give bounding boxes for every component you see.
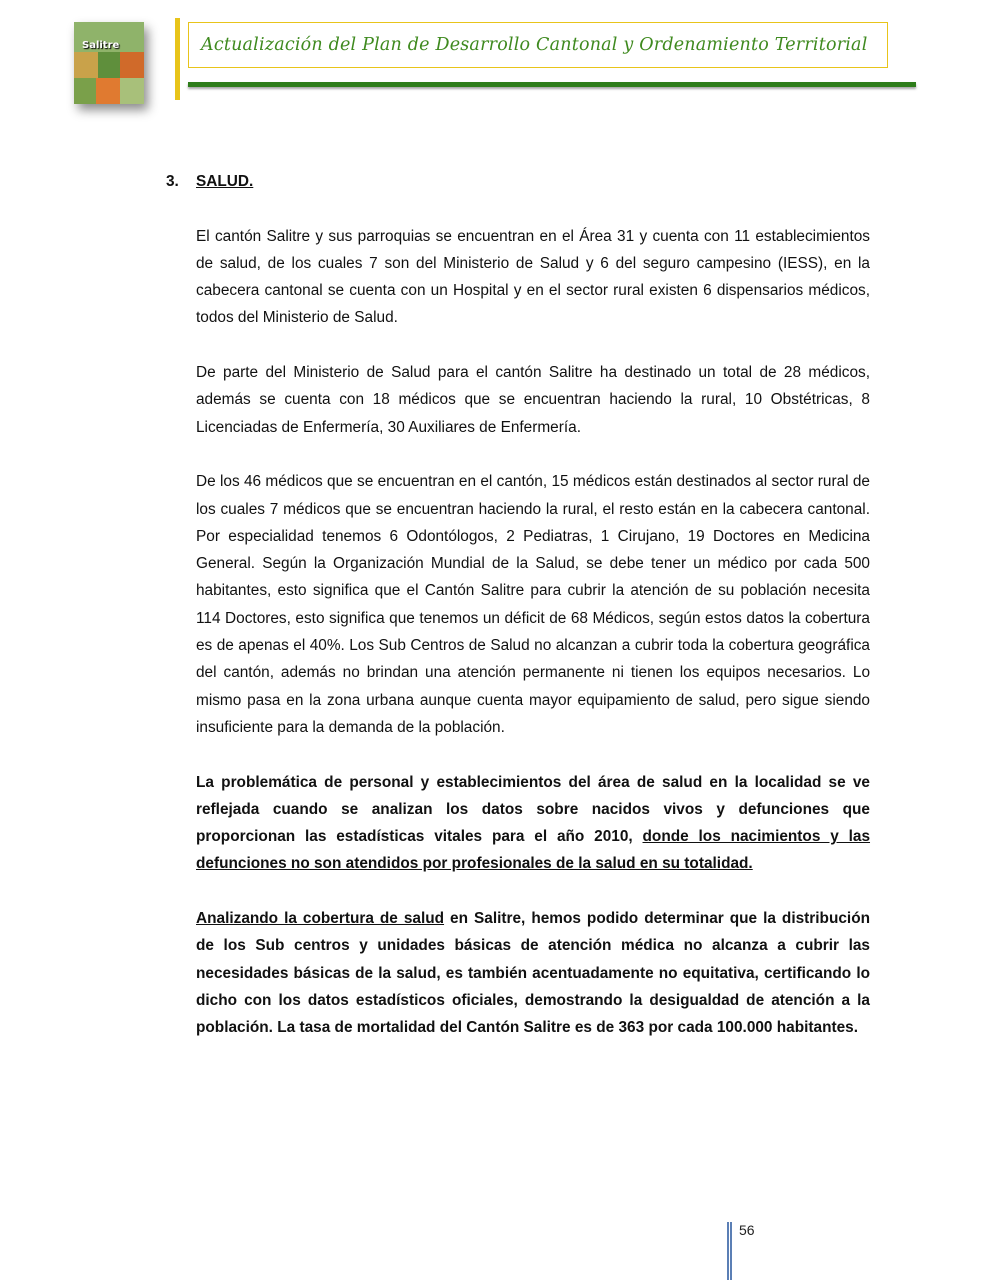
paragraph-2: De parte del Ministerio de Salud para el cantón Salitre ha destinado un total de 28 médicos, además se cuenta con 18 médicos que se encuentran haciendo la rural, 10 Obstétricas, 8 Licenciadas de Enfermería, 30 Auxiliares de Enfermería. xyxy=(196,364,870,436)
paragraph-5 xyxy=(196,905,870,1041)
paragraph-5-underlined: Analizando la cobertura de salud xyxy=(196,910,445,928)
paragraph-4-underlined: donde los nacimientos y las defunciones no son atendidos por profesionales de la salud en su totalidad. xyxy=(196,828,871,873)
section-title: SALUD. xyxy=(196,173,254,190)
logo-text: Salitre xyxy=(82,40,120,51)
header-accent-bar xyxy=(175,18,180,100)
paragraph-4-text: La problemática de personal y establecimientos del área de salud en la localidad se ve reflejada cuando se analizan los datos sobre nacidos vivos y defunciones que proporcionan las estadísticas vitales para el año 2010, xyxy=(196,773,870,846)
paragraph-1: El cantón Salitre y sus parroquias se encuentran en el Área 31 y cuenta con 11 establecimientos de salud, de los cuales 7 son del Ministerio de Salud y 6 del seguro campesino (IESS), en la cabecera cantonal se cuenta con un Hospital y en el sector rural existen 6 dispensarios médicos, todos del Ministerio de Salud. xyxy=(196,227,870,327)
section-number: 3. xyxy=(166,173,179,190)
document-title: Actualización del Plan de Desarrollo Cantonal y Ordenamiento Territorial xyxy=(201,35,868,55)
document-body xyxy=(196,168,870,1069)
paragraph-5-text: en Salitre, hemos podido determinar que la distribución de los Sub centros y unidades básicas de atención médica no alcanza a cubrir las necesidades básicas de la salud, es también acentuadamente no equitativa, certificando lo dicho con los datos estadísticos oficiales, demostrando la desigualdad de atención a la población. La tasa de mortalidad del Cantón Salitre es de 363 por cada 100.000 habitantes. xyxy=(196,910,870,1037)
page-number-bar xyxy=(727,1222,732,1280)
header-divider xyxy=(188,82,916,87)
paragraph-4 xyxy=(196,769,870,878)
salitre-logo xyxy=(74,22,144,104)
paragraph-3: De los 46 médicos que se encuentran en el cantón, 15 médicos están destinados al sector rural de los cuales 7 médicos que se encuentran haciendo la rural, el resto están en la cabecera cantonal. Por especialidad tenemos 6 Odontólogos, 2 Pediatras, 1 Cirujano, 19 Doctores en Medicina General. Según la Organización Mundial de la Salud, se debe tener un médico por cada 500 habitantes, esto significa que el Cantón Salitre para cubrir la atención de su población necesita 114 Doctores, esto significa que tenemos un déficit de 68 Médicos, según estos datos la cobertura es de apenas el 40%. Los Sub Centros de Salud no alcanzan a cubrir toda la cobertura geográfica del cantón, además no brindan una atención permanente ni tienen los equipos necesarios. Lo mismo pasa en la zona urbana aunque cuenta mayor equipamiento de salud, pero sigue siendo insuficiente para la demanda de la población. xyxy=(196,473,870,736)
header-title-box xyxy=(188,22,888,68)
page-number: 56 xyxy=(739,1222,755,1238)
